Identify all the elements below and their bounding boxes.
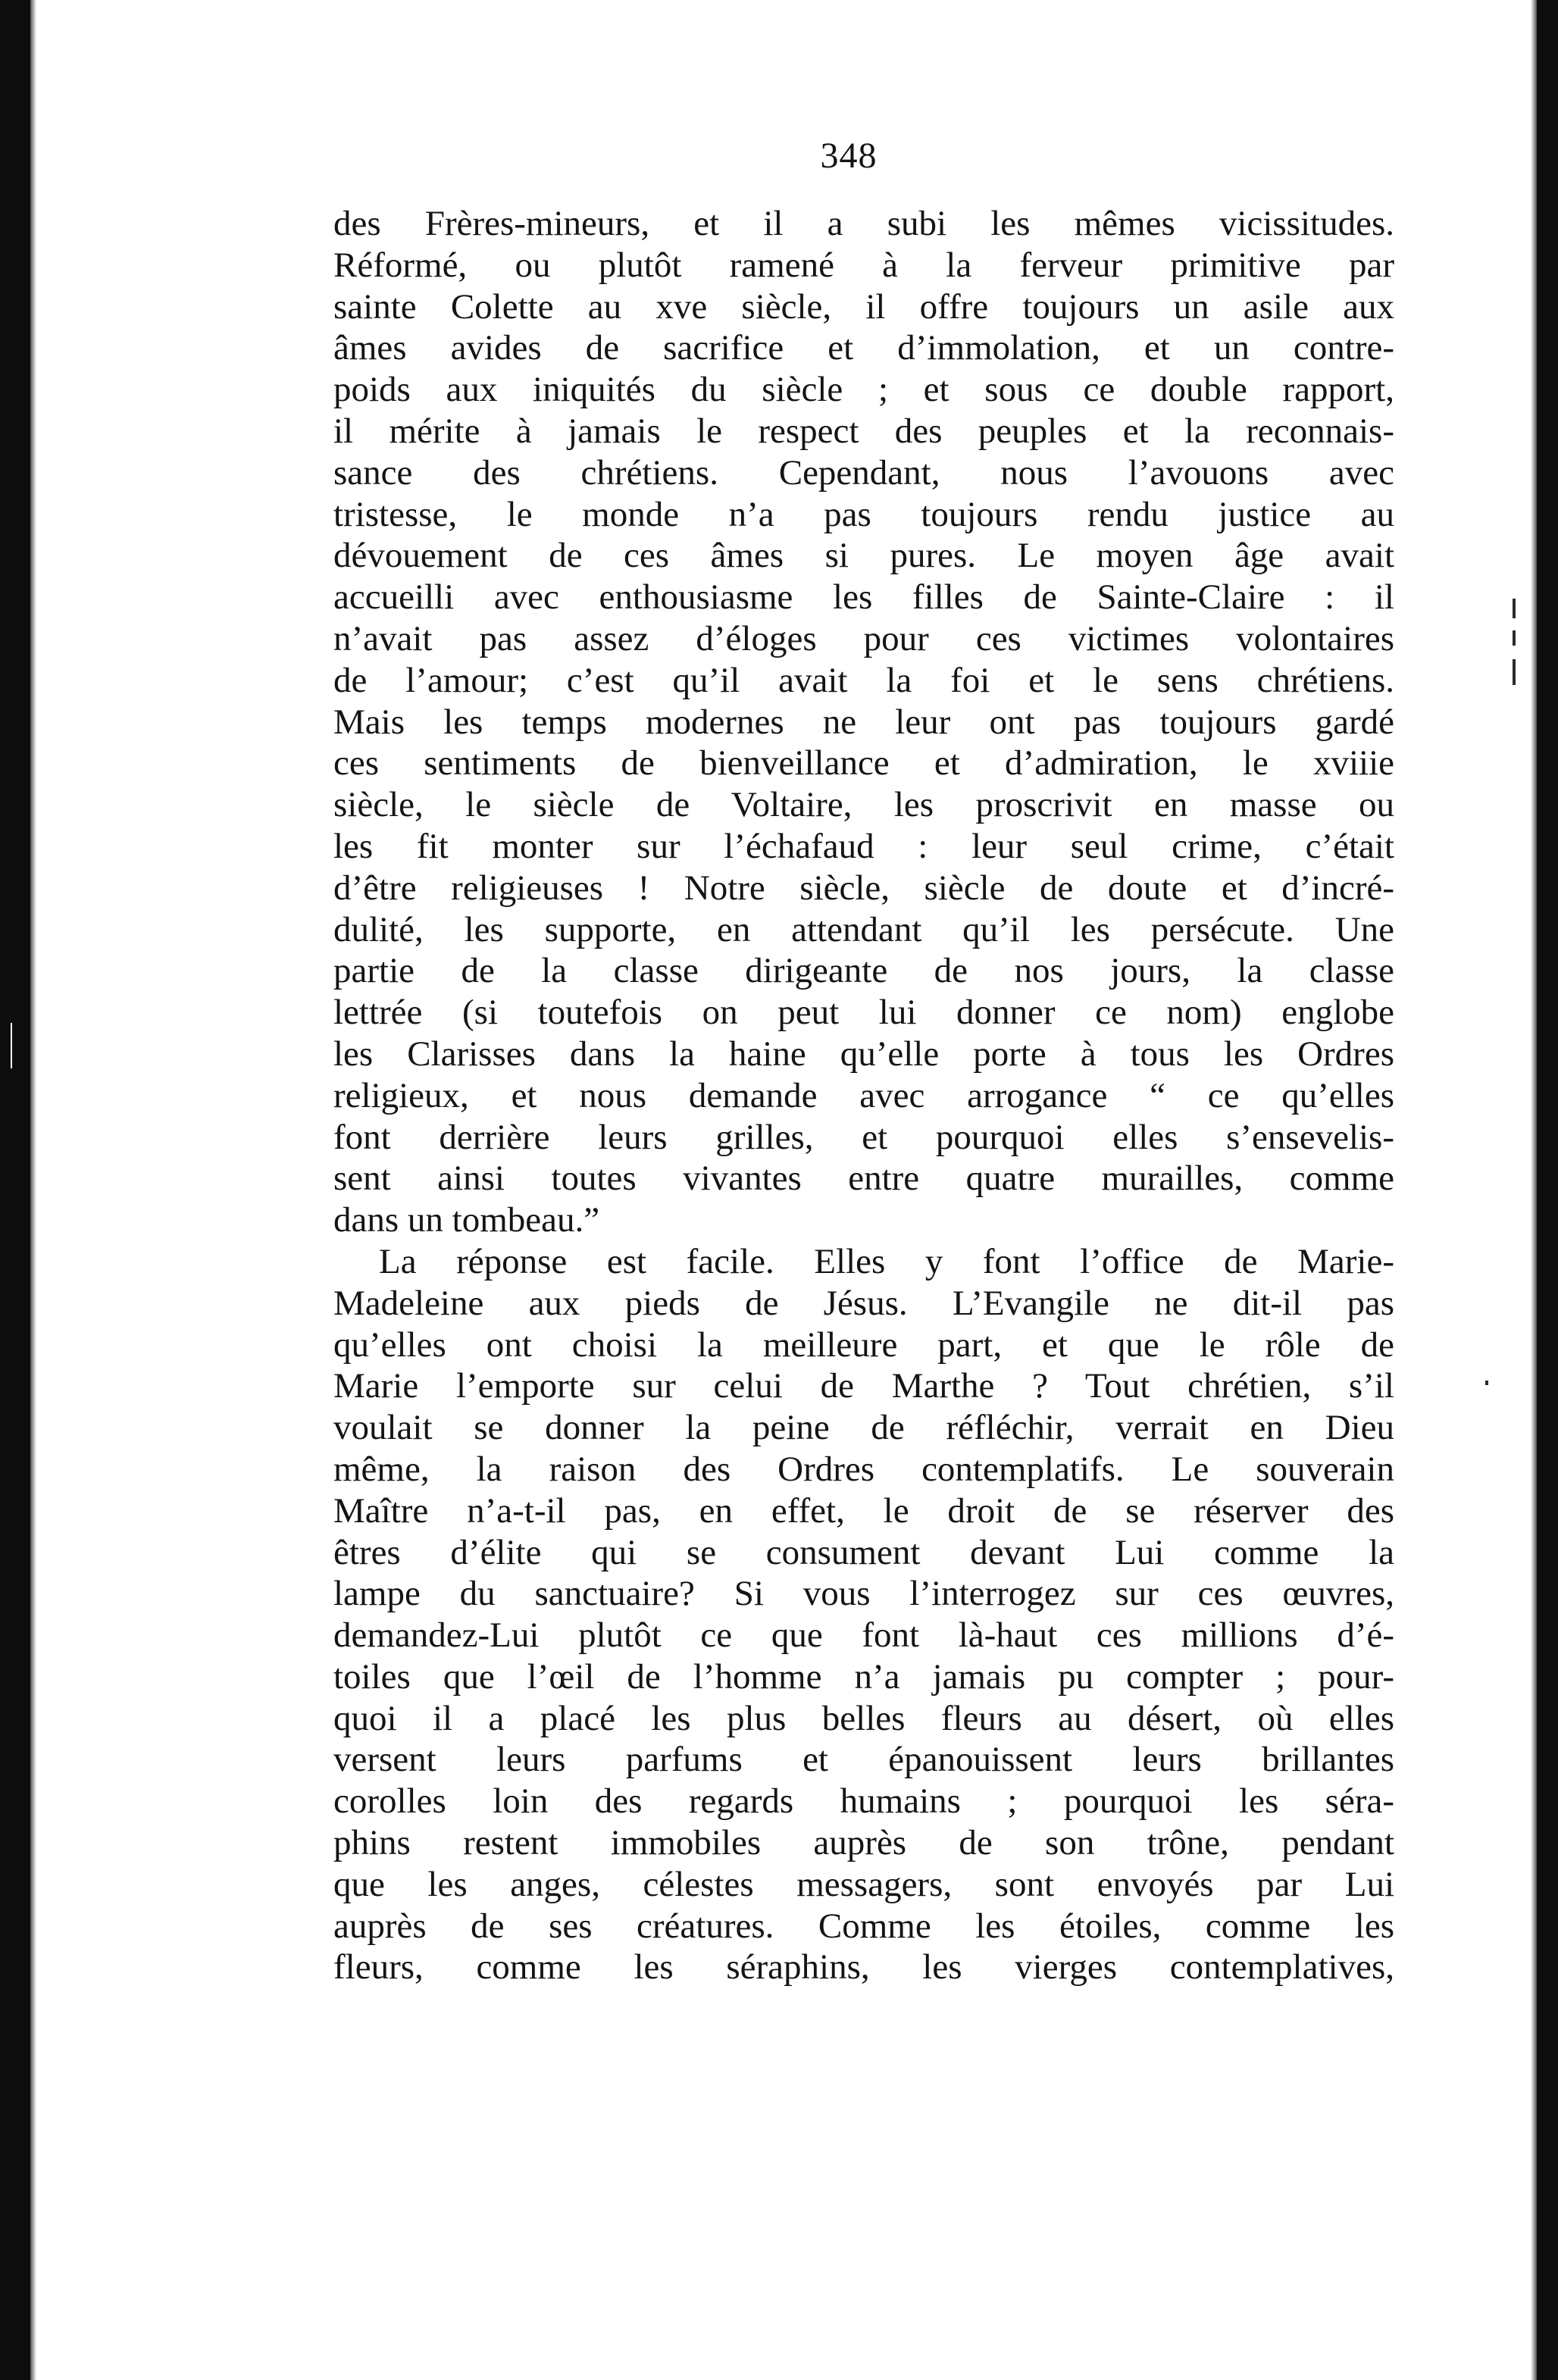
text-line: êtres d’élite qui se consument devant Lui comme la xyxy=(333,1532,1394,1572)
margin-mark xyxy=(1513,599,1516,618)
text-line: phins restent immobiles auprès de son trône, pendant xyxy=(333,1823,1394,1863)
text-line: versent leurs parfums et épanouissent leurs brillantes xyxy=(333,1740,1394,1780)
text-line: dulité, les supporte, en attendant qu’il les persécute. Une xyxy=(333,909,1394,949)
text-line: dans un tombeau.” xyxy=(333,1200,600,1240)
text-line: Madeleine aux pieds de Jésus. L’Evangile ne dit-il pas xyxy=(333,1283,1394,1323)
text-line: sent ainsi toutes vivantes entre quatre murailles, comme xyxy=(333,1159,1394,1199)
text-line: des Frères-mineurs, et il a subi les mêmes vicissitudes. xyxy=(333,204,1394,243)
text-line: auprès de ses créatures. Comme les étoiles, comme les xyxy=(333,1906,1394,1946)
text-line: de l’amour; c’est qu’il avait la foi et le sens chrétiens. xyxy=(333,660,1394,700)
text-line: Maître n’a-t-il pas, en effet, le droit de se réserver des xyxy=(333,1490,1394,1531)
text-line: font derrière leurs grilles, et pourquoi elles s’ensevelis- xyxy=(333,1117,1394,1157)
text-line: tristesse, le monde n’a pas toujours rendu justice au xyxy=(333,494,1394,534)
text-line: corolles loin des regards humains ; pourquoi les séra- xyxy=(333,1781,1394,1822)
text-line: demandez-Lui plutôt ce que font là-haut ces millions d’é- xyxy=(333,1615,1394,1656)
text-line: lettrée (si toutefois on peut lui donner ce nom) englobe xyxy=(333,993,1394,1033)
text-line: quoi il a placé les plus belles fleurs au désert, où elles xyxy=(333,1698,1394,1738)
text-line: fleurs, comme les séraphins, les vierges contemplatives, xyxy=(333,1947,1394,1988)
text-line: Réformé, ou plutôt ramené à la ferveur primitive par xyxy=(333,245,1394,285)
text-line: sainte Colette au xve siècle, il offre toujours un asile aux xyxy=(333,286,1394,327)
text-line: Mais les temps modernes ne leur ont pas toujours gardé xyxy=(333,702,1394,742)
margin-mark xyxy=(11,1023,12,1068)
text-line: Marie l’emporte sur celui de Marthe ? Tout chrétien, s’il xyxy=(333,1366,1394,1406)
text-line: qu’elles ont choisi la meilleure part, et que le rôle de xyxy=(333,1324,1394,1365)
text-line: La réponse est facile. Elles y font l’office de Marie- xyxy=(379,1241,1394,1281)
body-text xyxy=(333,203,1394,1988)
text-line: poids aux iniquités du siècle ; et sous ce double rapport, xyxy=(333,370,1394,410)
text-line: les fit monter sur l’échafaud : leur seul crime, c’était xyxy=(333,826,1394,866)
text-line: que les anges, célestes messagers, sont envoyés par Lui xyxy=(333,1864,1394,1904)
scan-border-right xyxy=(1537,0,1558,2380)
text-line: voulait se donner la peine de réfléchir, verrait en Dieu xyxy=(333,1408,1394,1448)
text-line: âmes avides de sacrifice et d’immolation, et un contre- xyxy=(333,328,1394,368)
page-number: 348 xyxy=(820,136,878,176)
text-line: les Clarisses dans la haine qu’elle porte à tous les Ordres xyxy=(333,1034,1394,1074)
margin-mark xyxy=(1513,659,1516,685)
text-line: il mérite à jamais le respect des peuples et la reconnais- xyxy=(333,411,1394,451)
text-line: religieux, et nous demande avec arrogance “ ce qu’elles xyxy=(333,1075,1394,1115)
margin-mark xyxy=(1485,1381,1488,1385)
text-line: sance des chrétiens. Cependant, nous l’avouons avec xyxy=(333,452,1394,493)
text-line: accueilli avec enthousiasme les filles de Sainte-Claire : il xyxy=(333,577,1394,618)
text-line: même, la raison des Ordres contemplatifs. Le souverain xyxy=(333,1449,1394,1489)
scan-border-left xyxy=(0,0,30,2380)
text-line: ces sentiments de bienveillance et d’admiration, le xviiie xyxy=(333,743,1394,783)
text-line: d’être religieuses ! Notre siècle, siècle de doute et d’incré- xyxy=(333,868,1394,908)
margin-mark xyxy=(1513,630,1516,646)
text-line: siècle, le siècle de Voltaire, les proscrivit en masse ou xyxy=(333,785,1394,825)
text-line: dévouement de ces âmes si pures. Le moyen âge avait xyxy=(333,536,1394,576)
text-line: lampe du sanctuaire? Si vous l’interrogez sur ces œuvres, xyxy=(333,1574,1394,1614)
text-line: n’avait pas assez d’éloges pour ces victimes volontaires xyxy=(333,618,1394,658)
text-line: partie de la classe dirigeante de nos jours, la classe xyxy=(333,951,1394,991)
text-line: toiles que l’œil de l’homme n’a jamais pu compter ; pour- xyxy=(333,1656,1394,1697)
